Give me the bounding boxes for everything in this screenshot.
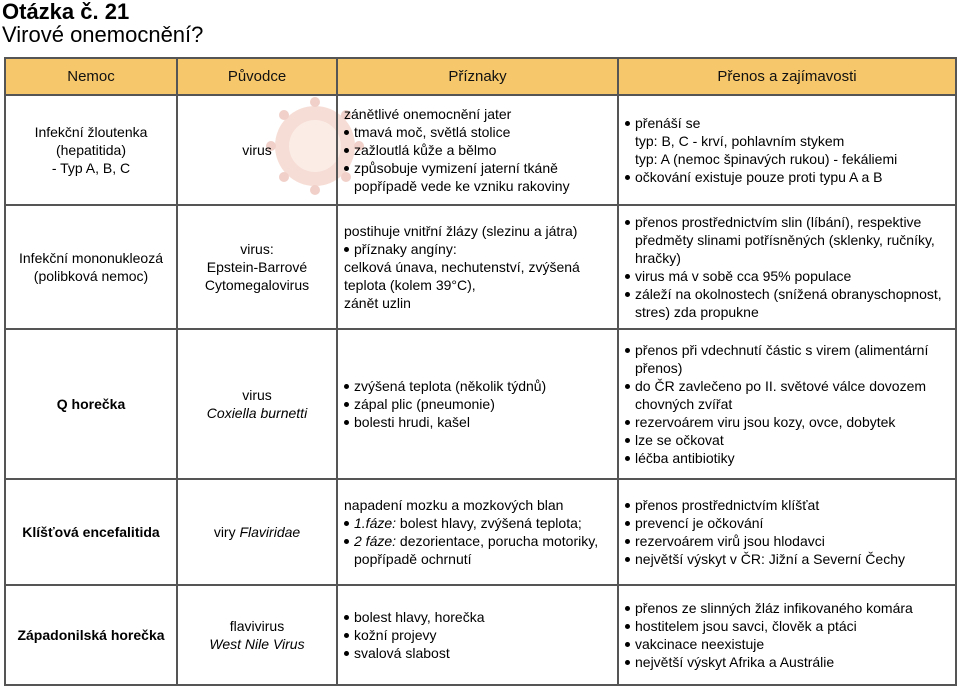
symptoms-cell: postihuje vnitřní žlázy (slezinu a játra) příznaky angíny: celková únava, nechutenství, zvýšená teplota (kolem 39°C), zánět uzlin [337,205,618,329]
symptoms-cell: zvýšená teplota (několik týdnů) zápal plic (pneumonie) bolesti hrudi, kašel [337,329,618,479]
header-symptoms: Příznaky [337,58,618,95]
question-topic: Virové onemocnění? [2,22,204,47]
header-cause: Původce [177,58,337,95]
table-row [5,95,956,205]
table-row [5,479,956,585]
cause-cell: virus Coxiella burnetti [177,329,337,479]
cause-cell: viry Flaviridae [177,479,337,585]
cause-cell: virus [177,95,337,205]
page-title [2,0,203,46]
disease-cell: Infekční mononukleozá (polibková nemoc) [5,205,177,329]
cause-cell: virus: Epstein-Barrové Cytomegalovirus [177,205,337,329]
transmission-cell: přenos při vdechnutí částic s virem (alimentární přenos) do ČR zavlečeno po II. světové válce dovozem chovných zvířat rezervoárem viru jsou kozy, ovce, dobytek lze se očkovat léčba antibiotiky [618,329,956,479]
header-disease: Nemoc [5,58,177,95]
disease-cell: Q horečka [5,329,177,479]
symptoms-cell: napadení mozku a mozkových blan 1.fáze: bolest hlavy, zvýšená teplota; 2 fáze: dezorientace, porucha motoriky, popřípadě ochrnutí [337,479,618,585]
transmission-cell: přenos prostřednictvím slin (líbání), respektive předměty slinami potřísněných (sklenky, ručníky, hračky) virus má v sobě cca 95% populace záleží na okolnostech (snížená obranyschopnost, stres) zda propukne [618,205,956,329]
table-row [5,585,956,685]
symptoms-cell: zánětlivé onemocnění jater tmavá moč, světlá stolice zažloutlá kůže a bělmo způsobuje vymizení jaterní tkáně popřípadě vede ke vzniku rakoviny [337,95,618,205]
transmission-cell: přenos ze slinných žláz infikovaného komára hostitelem jsou savci, člověk a ptáci vakcinace neexistuje největší výskyt Afrika a Austrálie [618,585,956,685]
cause-cell: flavivirus West Nile Virus [177,585,337,685]
transmission-cell: přenáší se typ: B, C - krví, pohlavním stykem typ: A (nemoc špinavých rukou) - fekáliemi očkování existuje pouze proti typu A a B [618,95,956,205]
table-row [5,205,956,329]
table-header-row [5,58,956,95]
disease-cell: Klíšťová encefalitida [5,479,177,585]
disease-table [4,57,957,686]
disease-cell: Infekční žloutenka (hepatitida) - Typ A, B, C [5,95,177,205]
symptoms-cell: bolest hlavy, horečka kožní projevy svalová slabost [337,585,618,685]
table-row [5,329,956,479]
transmission-cell: přenos prostřednictvím klíšťat prevencí je očkování rezervoárem virů jsou hlodavci největší výskyt v ČR: Jižní a Severní Čechy [618,479,956,585]
disease-cell: Západonilská horečka [5,585,177,685]
header-transmission: Přenos a zajímavosti [618,58,956,95]
question-number: Otázka č. 21 [2,0,130,24]
